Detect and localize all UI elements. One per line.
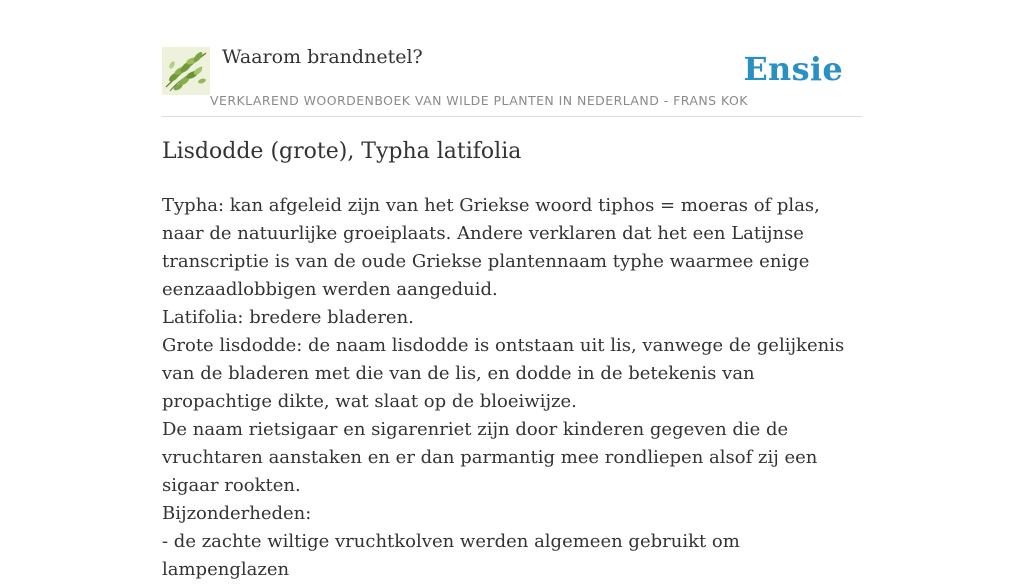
leaf-icon (162, 47, 210, 95)
paragraph: - de zachte wiltige vruchtkolven werden algemeen gebruikt om lampenglazen (162, 531, 740, 580)
source-subtitle[interactable]: VERKLAREND WOORDENBOEK VAN WILDE PLANTEN IN NEDERLAND - FRANS KOK (210, 93, 748, 108)
paragraph: Grote lisdodde: de naam lisdodde is ontstaan uit lis, vanwege de gelijkenis van de bladeren met die van de lis, en dodde in de betekenis van propachtige dikte, wat slaat op de bloeiwijze. (162, 335, 845, 412)
entry-body (162, 192, 862, 584)
header (162, 44, 862, 117)
avatar[interactable] (162, 47, 210, 95)
brand-logo[interactable]: Ensie (743, 50, 843, 88)
paragraph: Typha: kan afgeleid zijn van het Griekse woord tiphos = moeras of plas, naar de natuurlijke groeiplaats. Andere verklaren dat het een Latijnse transcriptie is van de oude Griekse plantennaam typhe waarmee enige eenzaadlobbigen werden aangeduid. (162, 195, 820, 300)
paragraph: Latifolia: bredere bladeren. (162, 307, 414, 328)
entry-title: Lisdodde (grote), Typha latifolia (162, 139, 522, 164)
paragraph: Bijzonderheden: (162, 503, 312, 524)
page-title[interactable]: Waarom brandnetel? (222, 46, 423, 68)
paragraph: De naam rietsigaar en sigarenriet zijn door kinderen gegeven die de vruchtaren aanstaken en er dan parmantig mee rondliepen alsof zij een sigaar rookten. (162, 419, 818, 496)
